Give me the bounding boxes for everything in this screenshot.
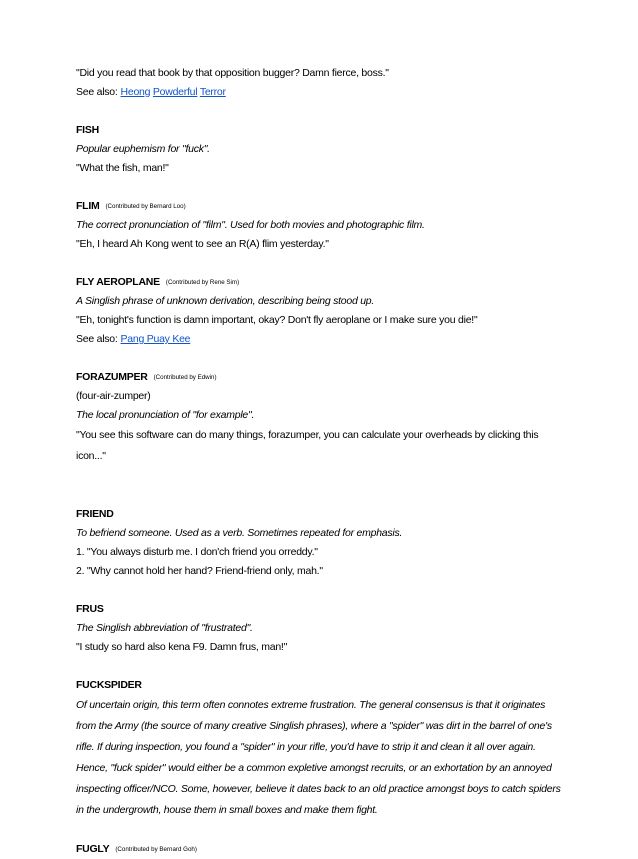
example-frus: "I study so hard also kena F9. Damn frus, man!" xyxy=(76,641,288,653)
entry-heading-fly-aeroplane xyxy=(76,273,576,292)
headword-fly-aeroplane: FLY AEROPLANE xyxy=(76,276,160,288)
contributor-fugly: (Contributed by Bernard Goh) xyxy=(115,846,197,853)
entry-heading-forazumper xyxy=(76,368,576,387)
example-quote: "Did you read that book by that opposition bugger? Damn fierce, boss." xyxy=(76,67,389,79)
link-terror[interactable]: Terror xyxy=(199,86,226,98)
headword-friend: FRIEND xyxy=(76,508,114,520)
see-also-label: See also: xyxy=(76,333,118,345)
headword-fugly: FUGLY xyxy=(76,843,110,855)
definition-frus: The Singlish abbreviation of "frustrated". xyxy=(76,622,253,634)
contributor-flim: (Contributed by Bernard Loo) xyxy=(105,203,186,210)
definition-fish: Popular euphemism for "fuck". xyxy=(76,143,210,155)
headword-frus: FRUS xyxy=(76,603,104,615)
definition-fuckspider: Of uncertain origin, this term often connotes extreme frustration. The general consensus is that it originates from the Army (the source of many creative Singlish phrases), where a "spider" was dirt in the barrel of one's rifle. If during inspection, you found a "spider" in your rifle, you'd have to strip it and clean it all over again. Hence, "fuck spider" would either be a common expletive amongst recruits, or an exhortation by an annoyed inspecting officer/NCO. Some, however, believe it dates back to an old practice amongst boys to catch spiders in the undergrowth, house them in small boxes and make them fight. xyxy=(76,699,561,816)
definition-flim: The correct pronunciation of "film". Used for both movies and photographic film. xyxy=(76,219,425,231)
pronunciation-forazumper: (four-air-zumper) xyxy=(76,390,151,402)
definition-fly-aeroplane: A Singlish phrase of unknown derivation, describing being stood up. xyxy=(76,295,375,307)
contributor-fly-aeroplane: (Contributed by Rene Sim) xyxy=(165,279,240,286)
example-fish: "What the fish, man!" xyxy=(76,162,169,174)
example-forazumper: "You see this software can do many things, forazumper, you can calculate your overheads by clicking this icon..." xyxy=(76,429,539,462)
headword-fish: FISH xyxy=(76,124,99,136)
see-also-line-fly-aeroplane xyxy=(76,330,576,349)
headword-fuckspider: FUCKSPIDER xyxy=(76,679,142,691)
contributor-forazumper: (Contributed by Edwin) xyxy=(153,374,217,381)
see-also-label: See also: xyxy=(76,86,118,98)
example-fly-aeroplane: "Eh, tonight's function is damn important, okay? Don't fly aeroplane or I make sure you die!" xyxy=(76,314,478,326)
headword-forazumper: FORAZUMPER xyxy=(76,371,148,383)
document-page xyxy=(76,64,576,859)
entry-heading-flim xyxy=(76,197,576,216)
link-pang-puay-kee[interactable]: Pang Puay Kee xyxy=(120,333,191,345)
definition-friend: To befriend someone. Used as a verb. Sometimes repeated for emphasis. xyxy=(76,527,403,539)
example-flim: "Eh, I heard Ah Kong went to see an R(A) flim yesterday." xyxy=(76,238,329,250)
example-friend-2: 2. "Why cannot hold her hand? Friend-friend only, mah." xyxy=(76,565,323,577)
definition-forazumper: The local pronunciation of "for example". xyxy=(76,409,255,421)
link-powderful[interactable]: Powderful xyxy=(152,86,198,98)
see-also-line xyxy=(76,83,576,102)
entry-heading-fugly xyxy=(76,840,576,859)
link-heong[interactable]: Heong xyxy=(120,86,151,98)
headword-flim: FLIM xyxy=(76,200,100,212)
example-friend-1: 1. "You always disturb me. I don'ch friend you orreddy." xyxy=(76,546,318,558)
